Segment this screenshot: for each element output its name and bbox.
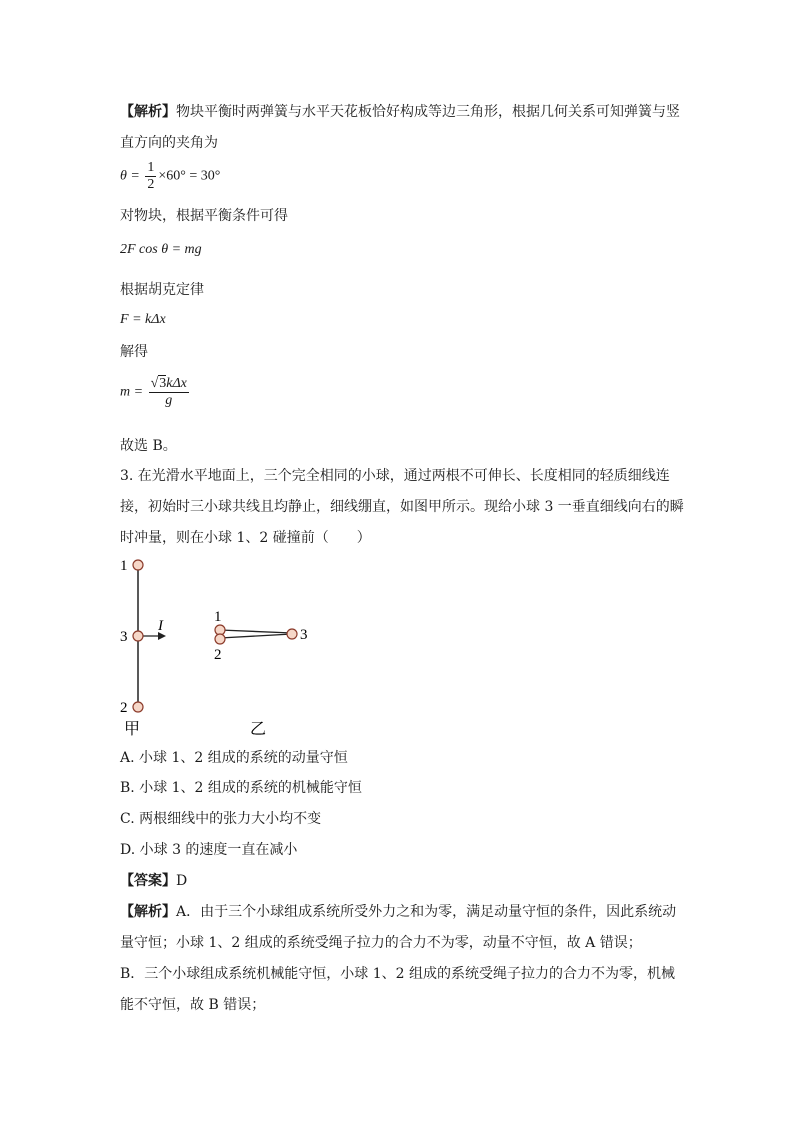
- option-a: A. 小球 1、2 组成的系统的动量守恒: [120, 750, 348, 766]
- option-c: C. 两根细线中的张力大小均不变: [120, 811, 322, 827]
- option-b: B. 小球 1、2 组成的系统的机械能守恒: [120, 780, 362, 796]
- analysis-paragraph-1: [120, 102, 680, 122]
- text-hooke: 根据胡克定律: [120, 282, 204, 298]
- answer-line: [120, 871, 187, 891]
- analysis-text-line2: 直方向的夹角为: [120, 135, 218, 151]
- figure-b-label: 乙: [250, 721, 267, 738]
- fraction-mass: $\frac{\text{√3kΔx}}{g}$: [150, 376, 187, 408]
- fraction-half: $\frac{1}{2}$: [147, 160, 155, 192]
- impulse-label: I: [158, 618, 163, 634]
- equation-balance: 2F cos θ = mg: [120, 242, 202, 257]
- ball-3-label: 3: [120, 629, 128, 645]
- analysis-q3-line2: 量守恒；小球 1、2 组成的系统受绳子拉力的合力不为零，动量不守恒，故 A 错误；: [120, 935, 642, 951]
- question-3-line1: 3. 在光滑水平地面上，三个完全相同的小球，通过两根不可伸长、长度相同的轻质细线连: [120, 468, 670, 484]
- conclusion: 故选 B。: [120, 438, 177, 454]
- string-b-upper: [220, 630, 292, 633]
- analysis-q3-line1: 【解析】A．由于三个小球组成系统所受外力之和为零，满足动量守恒的条件，因此系统动: [120, 904, 677, 920]
- ball-3: [133, 631, 143, 641]
- figure-a-label: 甲: [124, 721, 141, 738]
- analysis-q3-line4: 能不守恒，故 B 错误；: [120, 997, 266, 1013]
- answer-tag: 【答案】: [120, 873, 176, 889]
- ball-b-3: [287, 629, 297, 639]
- text-balance: 对物块，根据平衡条件可得: [120, 208, 288, 224]
- analysis-q3-tag: 【解析】: [120, 904, 176, 920]
- option-d: D. 小球 3 的速度一直在减小: [120, 842, 298, 858]
- question-3-line2: 接，初始时三小球共线且均静止，细线绷直，如图甲所示。现给小球 3 一垂直细线向右的瞬: [120, 499, 684, 515]
- analysis-text: 物块平衡时两弹簧与水平天花板恰好构成等边三角形，根据几何关系可知弹簧与竖: [176, 104, 680, 120]
- analysis-tag: 【解析】: [120, 104, 176, 120]
- equation-theta: θ = $\frac{1}{2}$ ×60° = 30°: [120, 160, 221, 192]
- string-b-lower: [220, 634, 292, 638]
- ball-b-2-label: 2: [214, 647, 222, 663]
- question-3-figure: [110, 552, 330, 744]
- ball-b-2: [215, 634, 225, 644]
- ball-2-label: 2: [120, 700, 128, 716]
- ball-2: [133, 702, 143, 712]
- text-solve: 解得: [120, 344, 148, 360]
- ball-b-3-label: 3: [300, 627, 308, 643]
- ball-b-1-label: 1: [214, 609, 222, 625]
- equation-hooke: F = kΔx: [120, 312, 166, 327]
- question-3-line3: 时冲量，则在小球 1、2 碰撞前（ ）: [120, 530, 371, 546]
- answer-value: D: [176, 873, 188, 889]
- sqrt-symbol: √: [150, 376, 159, 391]
- ball-1-label: 1: [120, 558, 128, 574]
- analysis-q3-line3: B．三个小球组成系统机械能守恒，小球 1、2 组成的系统受绳子拉力的合力不为零，机械: [120, 966, 676, 982]
- ball-1: [133, 560, 143, 570]
- equation-mass: m = $\frac{\text{√3kΔx}}{g}$: [120, 376, 187, 408]
